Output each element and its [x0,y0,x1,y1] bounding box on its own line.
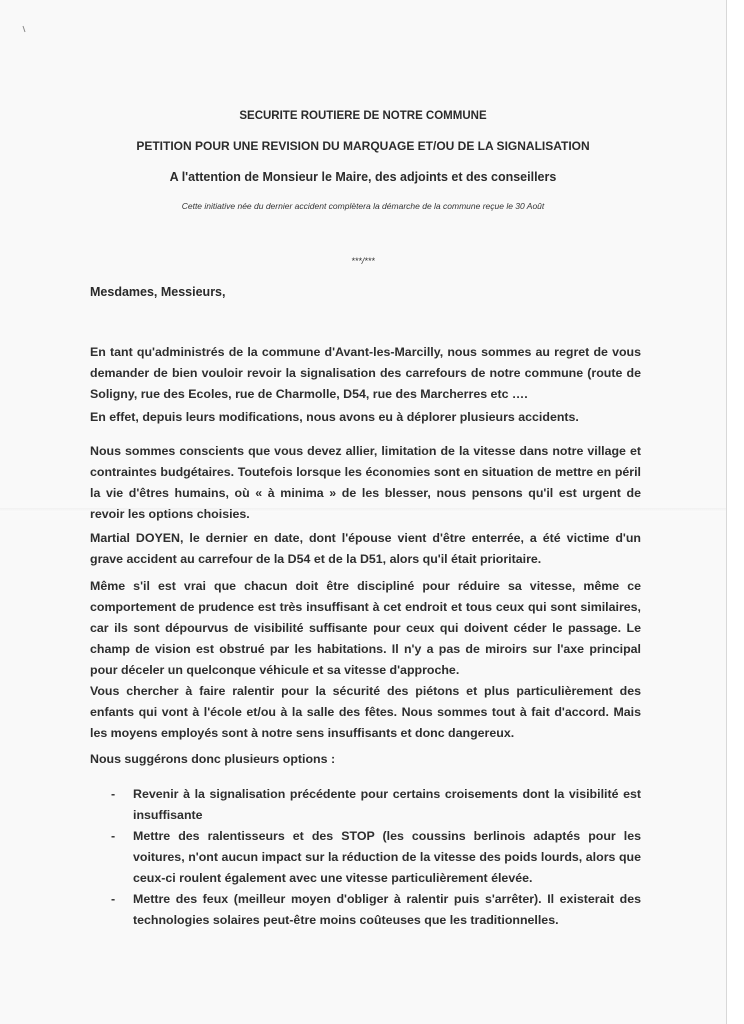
list-item [111,826,641,889]
paragraph-visibility: Même s'il est vrai que chacun doit être discipliné pour réduire sa vitesse, même ce comportement de prudence est très insuffisant à cet endroit et tous ceux qui sont similaires, car ils sont dépourvus de visibilité suffisante pour ceux qui doivent céder le passage. Le champ de vision est obstrué par les habitations. Il n'y a pas de miroirs sur l'axe principal pour déceler un quelconque véhicule et sa vitesse d'approche. [90,579,641,677]
bullet-dash: - [111,829,116,843]
option-text: Mettre des ralentisseurs et des STOP (les coussins berlinois adaptés pour les voitures, n'ont aucun impact sur la réduction de la vitesse des poids lourds, alors que ceux-ci roulent également avec une vitesse particulièrement élevée. [133,829,641,885]
section-separator: ***/*** [351,256,375,266]
paragraph-accidents: En effet, depuis leurs modifications, nous avons eu à déplorer plusieurs accidents. [90,410,579,424]
addressee-line: A l'attention de Monsieur le Maire, des adjoints et des conseillers [169,170,557,184]
option-text: Mettre des feux (meilleur moyen d'obliger à ralentir puis s'arrêter). Il existerait des technologies solaires peut-être moins coûteuses que les traditionnelles. [133,892,641,927]
document-title: SECURITE ROUTIERE DE NOTRE COMMUNE [239,110,487,122]
paragraph-victim: Martial DOYEN, le dernier en date, dont l'épouse vient d'être enterrée, a été victime d'un grave accident au carrefour de la D54 et de la D51, alors qu'il était prioritaire. [90,531,641,566]
bullet-dash: - [111,787,116,801]
paragraph-pedestrians: Vous chercher à faire ralentir pour la sécurité des piétons et plus particulièrement des enfants qui vont à l'école et/ou à la salle des fêtes. Nous sommes tout à fait d'accord. Mais les moyens employés sont à notre sens insuffisants et donc dangereux. [90,684,641,740]
option-text: Revenir à la signalisation précédente pour certains croisements dont la visibilité est insuffisante [133,787,641,822]
greeting: Mesdames, Messieurs, [90,285,226,299]
bullet-dash: - [111,892,116,906]
options-list [111,784,641,931]
list-item [111,889,641,931]
paragraph-suggestions: Nous suggérons donc plusieurs options : [90,752,336,766]
pen-mark [3,22,29,50]
document-subtitle: PETITION POUR UNE REVISION DU MARQUAGE ET/OU DE LA SIGNALISATION [136,139,590,153]
paragraph-budget: Nous sommes conscients que vous devez allier, limitation de la vitesse dans notre village et contraintes budgétaires. Toutefois lorsque les économies sont en situation de mettre en péril la vie d'êtres humains, où « à minima » de les blesser, nous pensons qu'il est urgent de revoir les options choisies. [90,444,641,521]
list-item [111,784,641,826]
initiative-note: Cette initiative née du dernier accident complètera la démarche de la commune reçue le 30 Août [181,201,545,211]
paragraph-request: En tant qu'administrés de la commune d'Avant-les-Marcilly, nous sommes au regret de vous demander de bien vouloir revoir la signalisation des carrefours de notre commune (route de Soligny, rue des Ecoles, rue de Charmolle, D54, rue des Marcherres etc …. [90,345,641,401]
